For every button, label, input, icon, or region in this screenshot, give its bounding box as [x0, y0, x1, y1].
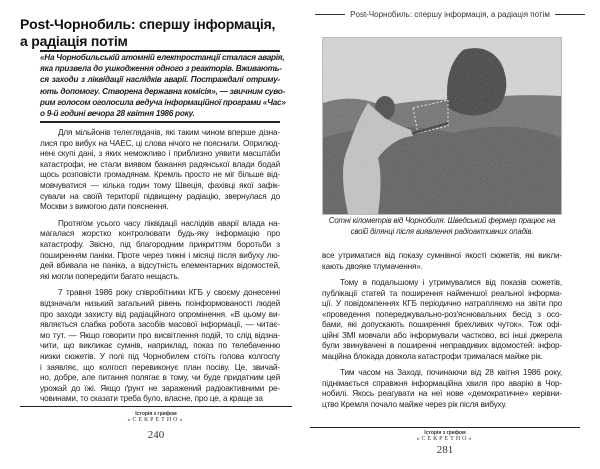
text-line: маційна блокада довкола катастрофи трималася майже рік.: [322, 351, 543, 361]
text-line: магалася жорстко контролювати будь-яку інформацію про: [40, 229, 280, 239]
chapter-title-line-1: Post-Чорнобиль: спершу інформація,: [20, 16, 276, 32]
text-line: Москви з вимогою дати пояснення.: [40, 202, 169, 212]
chapter-title-line-2: а радіація потім: [20, 33, 128, 49]
text-line: низки сюжетів. У полі під Чорнобилем стоїть голова колгоспу: [40, 352, 280, 361]
text-line: но, добре, але питання полягає в тому, чи буде придатним цей: [40, 373, 280, 383]
text-line: все утриматися від показу сумнівної якості сюжетів, які викли-: [322, 251, 562, 260]
text-line: сували на своїй території підвищену радіацію, звернулася до: [40, 191, 280, 201]
text-line: публікації статей та поширення найменшої реальної інформа-: [322, 288, 562, 298]
page-footer: [20, 411, 292, 441]
text-line: ють допомогу. Створена державна комісія», — звичним суво-: [40, 86, 285, 96]
footer-stamp: «СЕКРЕТНО»: [416, 436, 474, 442]
quote-top-rule: [40, 50, 280, 52]
text-line: чити, що викликає сумнів, наприклад, показ по телебаченню: [40, 341, 280, 351]
text-line: «На Чорнобильській атомній електростанції сталася аварія,: [40, 53, 285, 62]
text-line: дей вбивала не паніка, а відсутність елементарних відомостей,: [40, 261, 280, 271]
text-line: відзначали низький загальний рівень поінформованості людей: [40, 299, 280, 308]
page-number: 281: [436, 444, 454, 456]
text-line: «проведення попереджувально-роз'яснювальних бесід з осо-: [322, 309, 562, 319]
running-head-text: Post-Чорнобиль: спершу інформація, а радіація потім: [350, 10, 550, 19]
text-line: являється слабка робота засобів масової інформації, — читає-: [40, 320, 280, 330]
text-line: своїй ділянці після виявлення радіоактивних опадів.: [350, 227, 534, 236]
text-line: ційні ЗМІ мовчали або інформували частково, всі інші джерела: [322, 330, 562, 340]
text-line: рим голосом оголосила ведуча інформаційної програми «Час»: [40, 97, 286, 107]
right-page: [300, 0, 600, 469]
text-line: нені скупі дані, з яких неможливо і приблизно уявити масштаби: [40, 149, 280, 159]
text-line: нобилі. Якось реагувати на неї нове «демократичне» керівни-: [322, 389, 562, 398]
text-line: Сотні кілометрів від Чорнобиля. Шведський фермер працює на: [328, 216, 556, 225]
footer-rule: [310, 427, 580, 428]
text-line: катастрофи, не стали виявом бажання радянської влади бодай: [40, 159, 280, 169]
text-line: піднімається справжня інформаційна хвиля про аварію в Чор-: [322, 378, 562, 388]
text-line: Тим часом на Заході, починаючи від 28 квітня 1986 року,: [340, 368, 562, 377]
text-line: поширенням паніки. Проте через тижні і місяці після вибуху лю-: [40, 250, 280, 260]
text-line: Для мільйонів телеглядачів, які таким чином вперше дізна-: [58, 128, 280, 137]
text-line: були звинувачені в поширенні неправдивих відомостей: інфор-: [322, 341, 562, 350]
farmer-photo: [322, 37, 562, 215]
text-line: ції. У повідомленнях КГБ періодично натрапляємо на звіти про: [322, 299, 562, 308]
text-line: які могли попередити багато нещасть.: [40, 271, 180, 281]
text-line: кають двояке тлумачення».: [322, 261, 423, 271]
running-head: [300, 10, 600, 19]
text-line: 7 травня 1986 року співробітники КГБ у своєму донесенні: [58, 288, 280, 298]
text-line: урожай до їжі. Якщо ґрунт не заражений радіоактивними ре-: [40, 383, 280, 393]
text-line: яка призвела до ушкодження одного з реакторів. Вживають-: [40, 64, 282, 74]
text-line: човинами, то сказати треба було, власне, про це, а краще за: [40, 394, 263, 404]
text-line: щось розповісти громадянам. Кремль просто не міг більше від-: [40, 170, 280, 180]
text-line: Тому в подальшому і утримувалися від показів сюжетів,: [340, 278, 562, 287]
page-footer: [310, 430, 580, 456]
text-line: цтво Кремля почало майже через рік після вибуху.: [322, 399, 507, 409]
quote-bottom-rule: [40, 121, 280, 123]
footer-series: Історія з грифом: [135, 411, 177, 417]
text-line: бами, які допускають поширення брехливих чуток». Тож офі-: [322, 320, 562, 329]
footer-series: Історія з грифом: [424, 430, 466, 436]
text-line: ся заходи з ліквідації наслідків аварії. Постраждалі отриму-: [40, 75, 280, 85]
footer-stamp: «СЕКРЕТНО»: [127, 417, 185, 423]
text-line: Протягом усього часу ліквідації наслідків аварії влада на-: [58, 218, 280, 228]
running-head-rule: [315, 14, 345, 15]
text-line: мовчуватися — кілька годин тому Швеція, фахівці якої зафік-: [40, 181, 280, 190]
page-number: 240: [147, 429, 165, 441]
running-head-rule: [555, 14, 585, 15]
text-line: і заявляє, що колгосп перевиконує план посіву. Це, звичай-: [40, 362, 280, 372]
text-line: мо тут. — Якщо говорити про висвітлення подій, то слід відзна-: [40, 330, 280, 340]
text-line: про заходи захисту від радіаційного опромінення. «В цьому ви-: [40, 309, 280, 319]
footer-rule: [20, 406, 292, 407]
text-line: катастрофу. Звісно, під благородним прикриттям боротьби з: [40, 240, 280, 249]
text-line: о 9-й годині вечора 28 квітня 1986 року.: [40, 109, 195, 118]
text-line: лися про вибух на ЧАЕС, ці слова нічого не пояснили. Оприлюд-: [40, 138, 280, 148]
